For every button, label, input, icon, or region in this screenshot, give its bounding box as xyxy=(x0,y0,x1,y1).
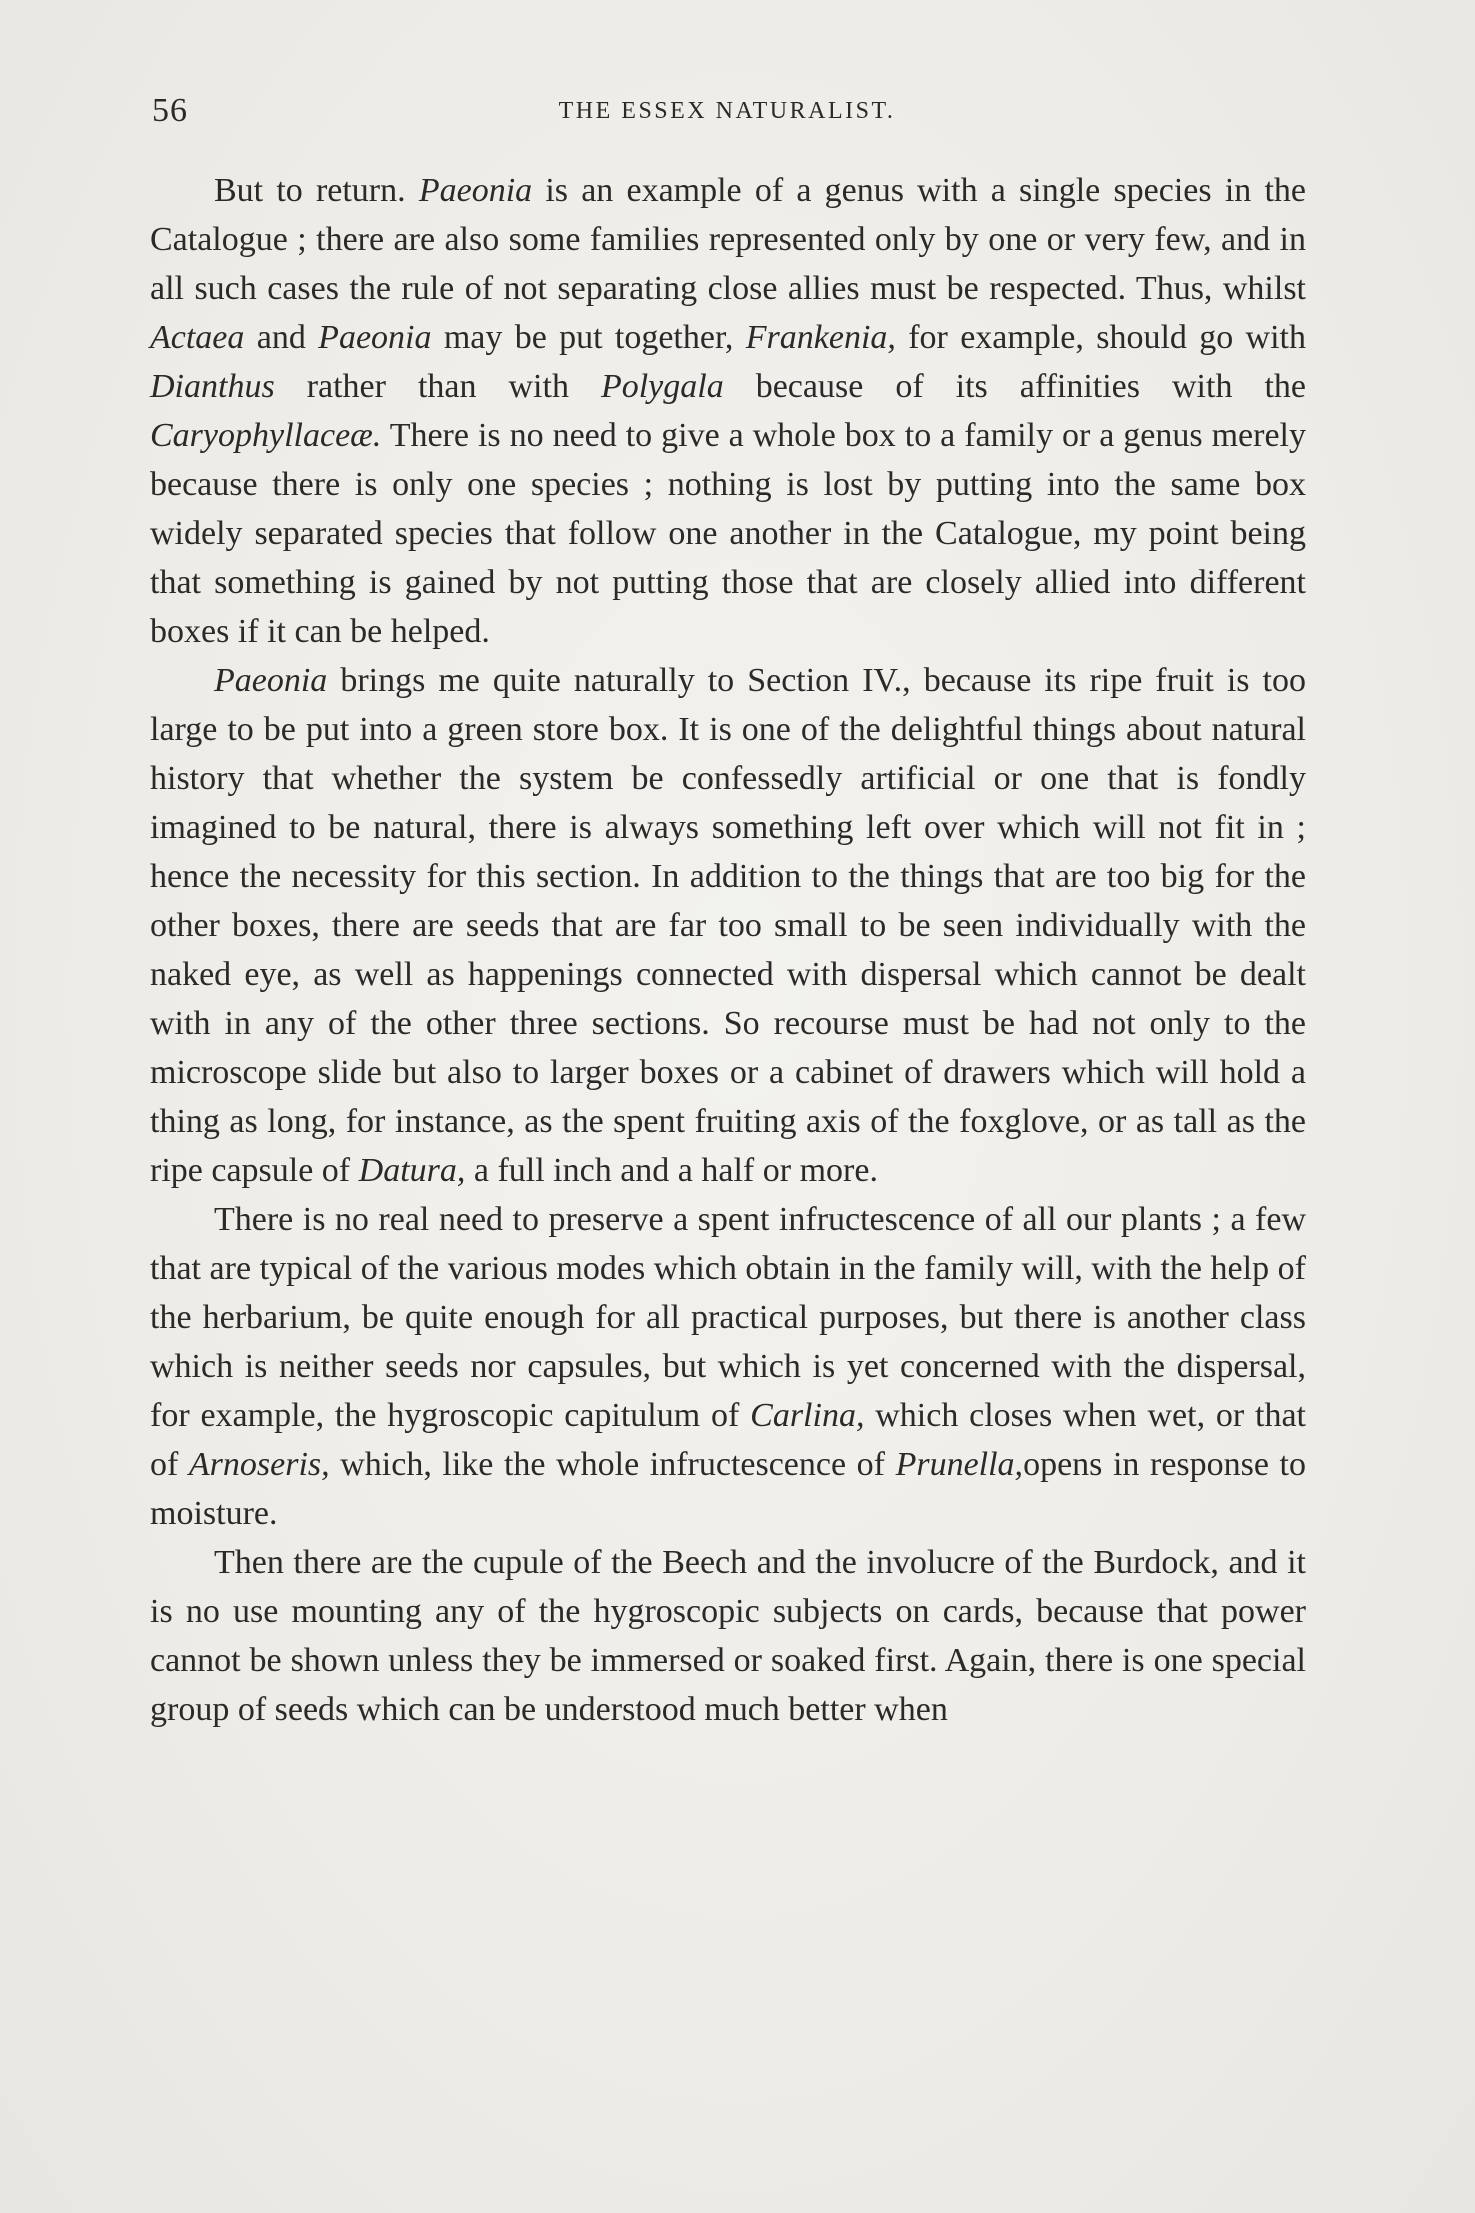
italic-term: Paeonia xyxy=(418,172,533,209)
running-title: THE ESSEX NATURALIST. xyxy=(558,98,896,124)
text-run: There is no need to give a whole box to a family or a genus merely because there is only one species ; nothing is lost by putting into the same box widely separated species that follow one another in the Catalogue, my point being that something is gained by not putting those that are closely allied into different boxes if it can be helped. xyxy=(150,417,1306,650)
text-run: which closes when wet, or that of xyxy=(150,1397,1306,1483)
italic-term: Carlina, xyxy=(750,1397,865,1434)
page-header xyxy=(152,92,1302,132)
paragraph xyxy=(150,656,1306,1195)
text-run: But to return. xyxy=(214,172,419,209)
text-run: rather than with xyxy=(274,368,601,405)
italic-term: Frankenia, xyxy=(745,319,896,356)
text-run: and xyxy=(244,319,319,356)
text-run: Then there are the cupule of the Beech and the involucre of the Burdock, and it is no use mounting any of the hygroscopic subjects on cards, because that power cannot be shown unless they be immersed or soaked first. Again, there is one special group of seeds which can be understood much better when xyxy=(150,1544,1306,1728)
italic-term: Prunella, xyxy=(895,1446,1024,1483)
text-run: a full inch and a half or more. xyxy=(465,1152,878,1189)
paragraph xyxy=(150,1195,1306,1538)
italic-term: Dianthus xyxy=(150,368,275,405)
italic-term: Paeonia xyxy=(214,662,328,699)
text-run: for example, should go with xyxy=(895,319,1307,356)
italic-term: Caryophyllaceæ. xyxy=(150,417,382,454)
paragraph xyxy=(150,166,1306,656)
text-run: There is no real need to preserve a spent infructescence of all our plants ; a few that are typical of the various modes which obtain in the family will, with the help of the herbarium, be quite enough for all practical purposes, but there is another class which is neither seeds nor capsules, but which is yet concerned with the dispersal, for example, the hygroscopic capitulum of xyxy=(150,1201,1306,1434)
text-run: because of its affinities with the xyxy=(723,368,1306,405)
italic-term: Actaea xyxy=(150,319,245,356)
body-text xyxy=(150,166,1306,1734)
paragraph xyxy=(150,1538,1306,1734)
text-run: may be put together, xyxy=(431,319,746,356)
italic-term: Datura, xyxy=(358,1152,466,1189)
text-run: brings me quite naturally to Section IV., because its ripe fruit is too large to be put into a green store box. It is one of the delightful things about natural history that whether the system be confessedly artificial or one that is fondly imagined to be natural, there is always something left over which will not fit in ; hence the necessity for this section. In addition to the things that are too big for the other boxes, there are seeds that are far too small to be seen individually with the naked eye, as well as happenings connected with dispersal which cannot be dealt with in any of the other three sections. So recourse must be had not only to the microscope slide but also to larger boxes or a cabinet of drawers which will hold a thing as long, for instance, as the spent fruiting axis of the foxglove, or as tall as the ripe capsule of xyxy=(150,662,1306,1189)
italic-term: Polygala xyxy=(600,368,724,405)
italic-term: Paeonia xyxy=(318,319,432,356)
page-number: 56 xyxy=(152,92,188,129)
italic-term: Arnoseris, xyxy=(188,1446,330,1483)
text-run: which, like the whole infructescence of xyxy=(329,1446,896,1483)
text-run: is an example of a genus with a single species in the Catalogue ; there are also some families represented only by one or very few, and in all such cases the rule of not separating close allies must be respected. Thus, whilst xyxy=(150,172,1306,307)
text-run: opens in response to moisture. xyxy=(150,1446,1306,1532)
